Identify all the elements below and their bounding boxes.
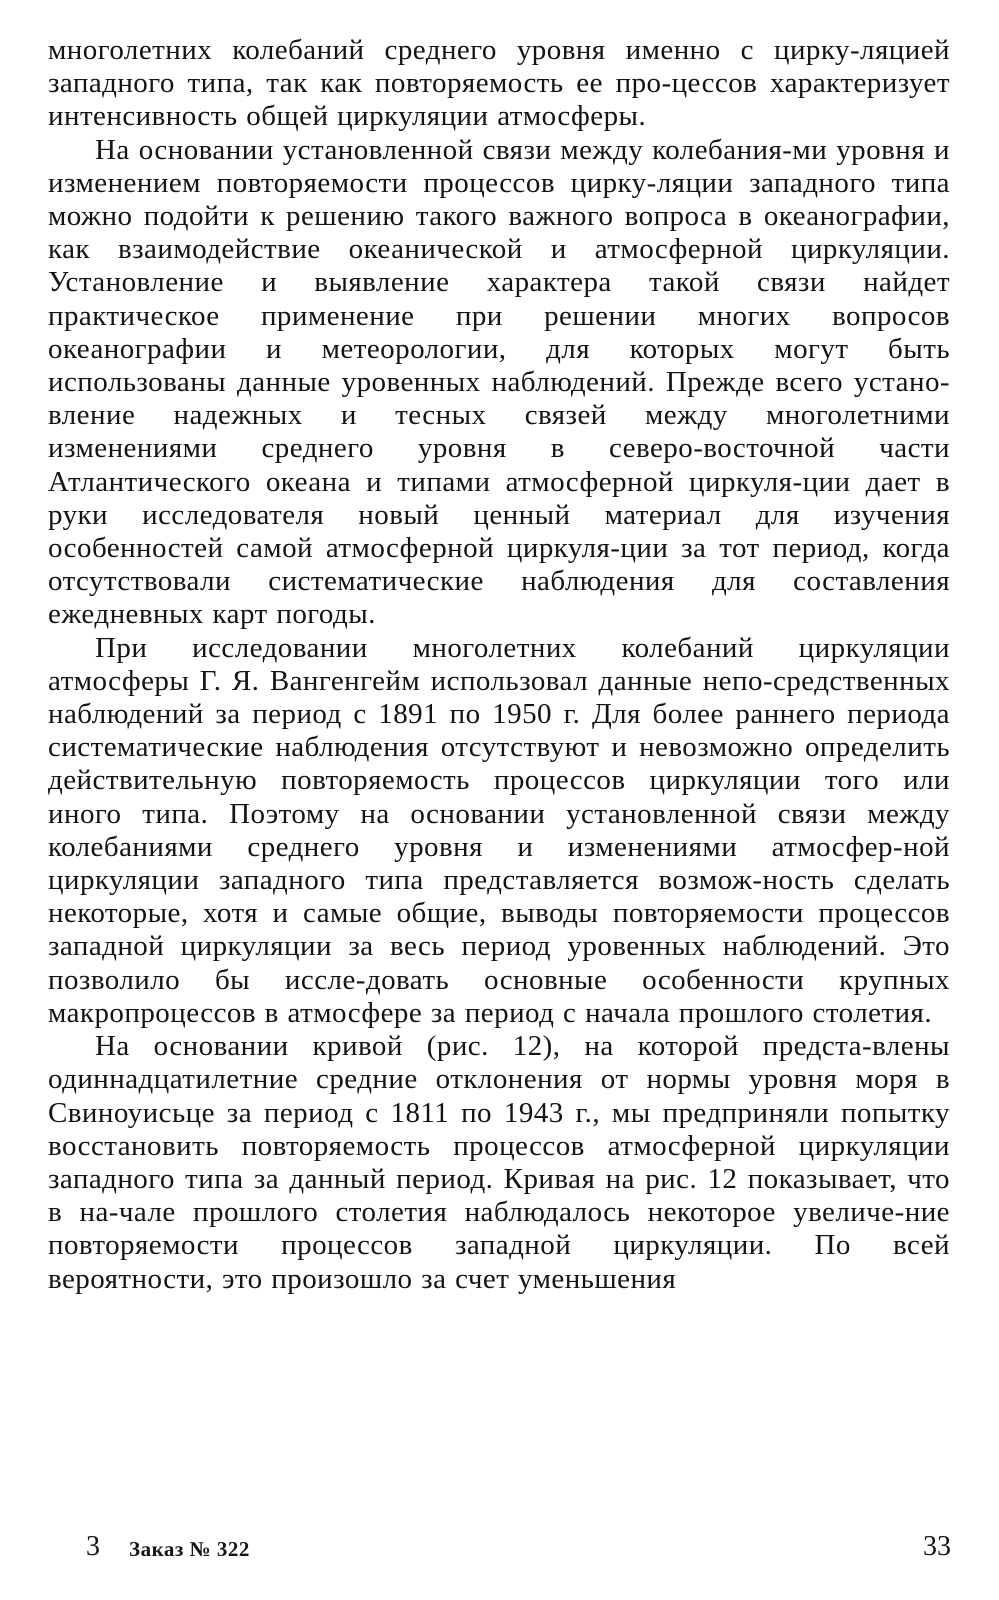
paragraph: На основании установленной связи между колебания-ми уровня и изменением повторяемости процессов цирку-ляции западного типа можно подойти к решению такого важного вопроса в океанографии, как взаимодействие океанической и атмосферной циркуляции. Установление и выявление характера такой связи найдет практическое применение при решении многих вопросов океанографии и метеорологии, для которых могут быть использованы данные уровенных наблюдений. Прежде всего устано-вление надежных и тесных связей между многолетними изменениями среднего уровня в северо-восточной части Атлантического океана и типами атмосферной циркуля-ции дает в руки исследователя новый ценный материал для изучения особенностей самой атмосферной циркуля-ции за тот период, когда отсутствовали систематические наблюдения для составления ежедневных карт погоды.: [48, 133, 950, 631]
signature-mark: 3: [86, 1531, 100, 1562]
paragraph: При исследовании многолетних колебаний циркуляции атмосферы Г. Я. Вангенгейм использовал данные непо-средственных наблюдений за период с 1891 по 1950 г. Для более раннего периода систематические наблюдения отсутствуют и невозможно определить действительную повторяемость процессов циркуляции того или иного типа. Поэтому на основании установленной связи между колебаниями среднего уровня и изменениями атмосфер-ной циркуляции западного типа представляется возмож-ность сделать некоторые, хотя и самые общие, выводы повторяемости процессов западной циркуляции за весь период уровенных наблюдений. Это позволило бы иссле-довать основные особенности крупных макропроцессов в атмосфере за период с начала прошлого столетия.: [48, 631, 950, 1029]
paragraph: На основании кривой (рис. 12), на которой предста-влены одиннадцатилетние средние отклонения от нормы уровня моря в Свиноуисьце за период с 1811 по 1943 г., мы предприняли попытку восстановить повторяемость процессов атмосферной циркуляции западного типа за данный период. Кривая на рис. 12 показывает, что в на-чале прошлого столетия наблюдалось некоторое увеличе-ние повторяемости процессов западной циркуляции. По всей вероятности, это произошло за счет уменьшения: [48, 1030, 950, 1295]
page-footer: [0, 1530, 999, 1570]
page-number: 33: [923, 1531, 951, 1562]
print-order-label: Заказ № 322: [129, 1537, 250, 1561]
body-text: [48, 34, 950, 1296]
paragraph-continued: многолетних колебаний среднего уровня именно с цирку-ляцией западного типа, так как повторяемость ее про-цессов характеризует интенсивность общей циркуляции атмосферы.: [48, 34, 950, 133]
